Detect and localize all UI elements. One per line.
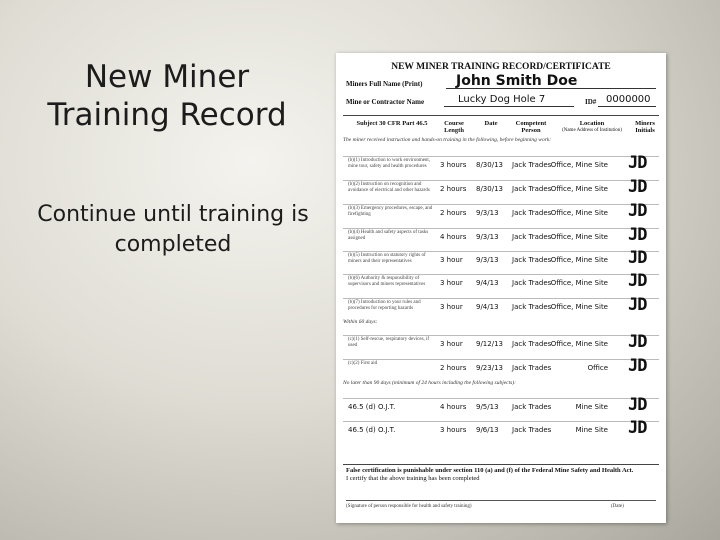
row-initials: JD [628,356,647,376]
row-divider [343,398,659,399]
row-length: 3 hour [440,256,463,264]
row-person: Jack Trades [512,340,552,348]
row-initials: JD [628,225,647,245]
col-location [557,120,627,134]
mine-name-line [444,106,574,107]
slide-body-text: Continue until training is completed [37,202,309,257]
row-subject: (c)(1) Self-rescue, respiratory devices, if used [348,337,430,348]
row-date: 9/6/13 [476,426,499,434]
row-length: 2 hours [440,364,467,372]
row-date: 9/12/13 [476,340,503,348]
row-location: Office, Mine Site [550,256,608,264]
row-date: 9/23/13 [476,364,503,372]
row-date: 9/3/13 [476,233,499,241]
row-date: 9/4/13 [476,279,499,287]
row-subject: (b)(1) Introduction to work environment, mine tour, safety and health procedures [348,158,431,169]
row-location: Mine Site [575,403,608,411]
row-length: 3 hour [440,340,463,348]
row-person: Jack Trades [512,426,552,434]
row-subject: (b)(3) Emergency procedures, escape, and firefighting [348,206,433,217]
row-initials: JD [628,177,647,197]
form-title: NEW MINER TRAINING RECORD/CERTIFICATE [391,62,611,72]
col-date: Date [484,120,498,127]
mine-label: Mine or Contractor Name [346,98,425,106]
row-initials: JD [628,295,647,315]
row-length: 3 hours [440,426,467,434]
row-person: Jack Trades [512,209,552,217]
col-person: Competent Person [515,120,547,134]
section-60-days: Within 60 days: [343,319,378,325]
row-location: Office, Mine Site [550,303,608,311]
id-value: 0000000 [606,94,651,105]
row-length: 3 hour [440,279,463,287]
col-subject: Subject 30 CFR Part 46.5 [356,120,428,127]
row-date: 9/4/13 [476,303,499,311]
row-divider [343,298,659,299]
row-divider [343,274,659,275]
row-divider [343,359,659,360]
row-initials: JD [628,153,647,173]
id-label: ID# [585,98,597,106]
row-date: 9/5/13 [476,403,499,411]
row-date: 8/30/13 [476,185,503,193]
mine-value: Lucky Dog Hole 7 [458,94,546,105]
col-length: Course Length [444,120,464,134]
false-certification-note: False certification is punishable under section 110 (a) and (f) of the Federal Mine Safety and Health Act. [346,467,634,474]
row-person: Jack Trades [512,185,552,193]
slide-title: New Miner Training Record [47,59,287,133]
row-divider [343,204,659,205]
date-label: (Date) [611,504,624,509]
section-before-work: The miner received instruction and hands-on training in the following, before beginning work: [343,137,552,143]
row-location: Office, Mine Site [550,279,608,287]
signature-label: (Signature of person responsible for health and safety training) [346,504,472,509]
row-location: Office, Mine Site [550,209,608,217]
row-date: 9/3/13 [476,256,499,264]
row-location: Office, Mine Site [550,340,608,348]
row-date: 9/3/13 [476,209,499,217]
row-location: Office, Mine Site [550,161,608,169]
row-person: Jack Trades [512,303,552,311]
row-person: Jack Trades [512,364,552,372]
row-subject: (b)(6) Authority & responsibility of supervisors and miners representatives [348,276,426,287]
row-subject: (c)(2) First aid [348,361,378,366]
row-location: Office [587,364,608,372]
row-subject: 46.5 (d) O.J.T. [348,426,396,434]
col-location-sub: (Name Address of Institution) [562,128,622,133]
row-person: Jack Trades [512,161,552,169]
row-divider [343,156,659,157]
signature-line [346,500,656,501]
row-divider [343,335,659,336]
row-person: Jack Trades [512,233,552,241]
row-date: 8/30/13 [476,161,503,169]
miner-name-value: John Smith Doe [456,73,578,89]
row-subject: (b)(4) Health and safety aspects of tasks assigned [348,230,429,241]
row-subject: (b)(2) Instruction on recognition and avoidance of electrical and other hazards [348,182,430,193]
miner-name-label: Miners Full Name (Print) [346,80,423,88]
row-length: 3 hour [440,303,463,311]
id-line [598,106,656,107]
row-divider [343,228,659,229]
row-subject: 46.5 (d) O.J.T. [348,403,396,411]
row-initials: JD [628,418,647,438]
row-location: Office, Mine Site [550,233,608,241]
certify-statement: I certify that the above training has been completed [346,475,480,482]
row-divider [343,180,659,181]
row-length: 2 hours [440,185,467,193]
col-initials: Miners Initials [635,120,655,134]
row-location: Office, Mine Site [550,185,608,193]
row-initials: JD [628,201,647,221]
section-90-days: No later than 90 days (minimum of 24 hours including the following subjects): [343,380,516,386]
row-initials: JD [628,332,647,352]
row-length: 4 hours [440,233,467,241]
row-location: Mine Site [575,426,608,434]
row-length: 4 hours [440,403,467,411]
row-length: 3 hours [440,161,467,169]
row-person: Jack Trades [512,403,552,411]
training-record-form [336,53,666,523]
row-initials: JD [628,248,647,268]
row-person: Jack Trades [512,256,552,264]
row-length: 2 hours [440,209,467,217]
row-divider [343,251,659,252]
row-initials: JD [628,395,647,415]
row-person: Jack Trades [512,279,552,287]
row-subject: (b)(7) Introduction to your rules and procedures for reporting hazards [348,300,421,311]
row-initials: JD [628,271,647,291]
row-subject: (b)(5) Instruction on statutory rights of miners and their representatives [348,253,426,264]
col-location-label: Location [579,120,605,127]
row-divider [343,421,659,422]
